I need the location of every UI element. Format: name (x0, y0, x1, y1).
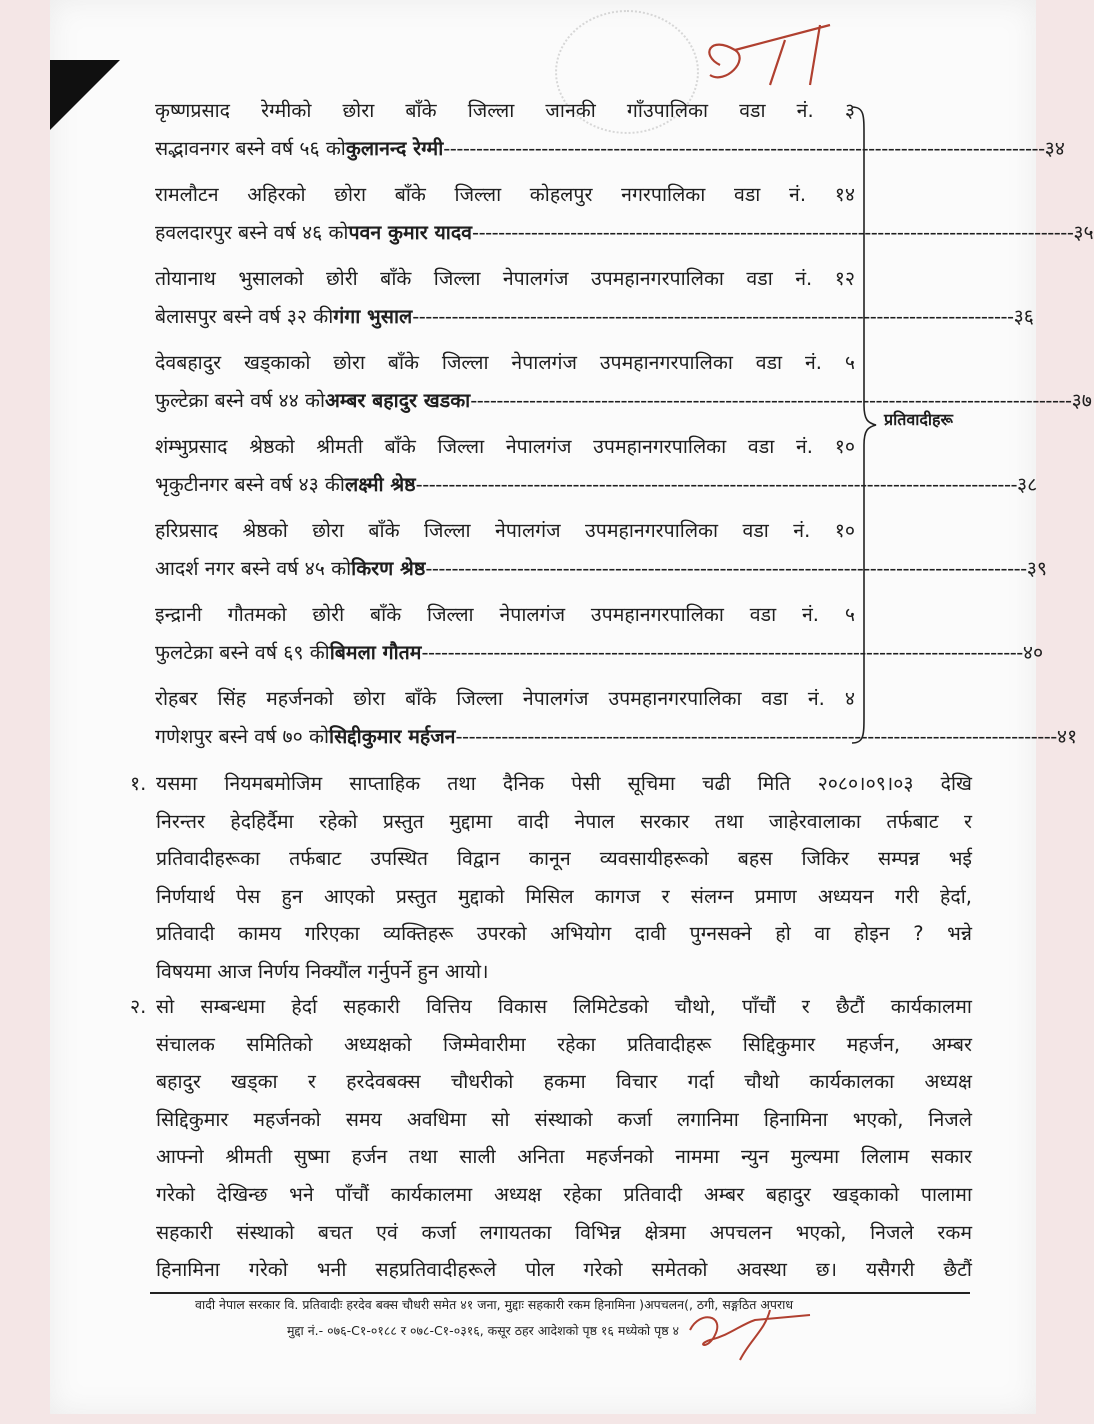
paragraph-line: निरन्तर हेदहिर्दैमा रहेको प्रस्तुत मुद्दामा वादी नेपाल सरकार तथा जाहेरवालाका तर्फबाट र (156, 809, 972, 833)
entry-line1: देवबहादुर खड्काको छोरा बाँके जिल्ला नेपालगंज उपमहानगरपालिका वडा नं. ५ (155, 351, 855, 374)
entry-number: ३६ (1013, 305, 1034, 328)
list-item (155, 260, 1034, 344)
entry-name: किरण श्रेष्ठ (351, 557, 426, 580)
footer-divider (150, 1292, 970, 1294)
paragraph-body (156, 988, 972, 1289)
entry-number: ३९ (1026, 557, 1047, 580)
entry-name: सिद्दीकुमार मर्हजन (329, 725, 456, 748)
entry-prefix: बेलासपुर बस्ने वर्ष ३२ की (155, 305, 334, 328)
top-signature (690, 15, 840, 95)
entry-prefix: फुल्टेक्रा बस्ने वर्ष ४४ को (155, 389, 326, 412)
dash-leader: -------------------------------------------------------------------------------------------- (472, 221, 1074, 244)
curly-brace (850, 105, 880, 745)
dash-leader: -------------------------------------------------------------------------------------------- (415, 473, 1018, 496)
paragraph-line: गरेको देखिन्छ भने पाँचौं कार्यकालमा अध्यक्ष रहेका प्रतिवादी अम्बर बहादुर खड्काको पालामा (156, 1182, 972, 1206)
entry-name: लक्ष्मी श्रेष्ठ (344, 473, 416, 496)
paragraph-line: हिनामिना गरेको भनी सहप्रतिवादीहरूले पोल गरेको समेतको अवस्था छ। यसैगरी छैटौं (156, 1258, 972, 1282)
entry-name: कुलानन्द रेग्मी (345, 137, 444, 160)
entry-name: गंगा भुसाल (333, 305, 413, 328)
entry-name: अम्बर बहादुर खडका (325, 389, 471, 412)
entry-name: पवन कुमार यादव (348, 221, 473, 244)
entry-line1: रामलौटन अहिरको छोरा बाँके जिल्ला कोहलपुर नगरपालिका वडा नं. १४ (155, 183, 855, 206)
entry-prefix: गणेशपुर बस्ने वर्ष ७० को (155, 725, 330, 748)
dash-leader: -------------------------------------------------------------------------------------------- (443, 137, 1045, 160)
entry-number: ४१ (1056, 725, 1078, 748)
entry-line1: इन्द्रानी गौतमको छोरी बाँके जिल्ला नेपालगंज उपमहानगरपालिका वडा नं. ५ (155, 603, 855, 626)
list-item (155, 176, 1094, 260)
entry-number: ३५ (1073, 221, 1094, 244)
paragraph-2 (130, 988, 972, 1289)
entry-line2 (155, 550, 1047, 588)
entry-number: ३४ (1044, 137, 1065, 160)
paragraph-body (156, 765, 972, 991)
entry-prefix: सद्भावनगर बस्ने वर्ष ५६ को (155, 137, 346, 160)
paragraph-line: सहकारी संस्थाको बचत एवं कर्जा लगायतका विभिन्न क्षेत्रमा अपचलन भएको, निजले रकम (156, 1220, 972, 1244)
paragraph-number: १. (130, 772, 147, 795)
party-label: प्रतिवादीहरू (884, 410, 953, 429)
scan-shadow (50, 60, 120, 130)
entry-prefix: भृकुटीनगर बस्ने वर्ष ४३ की (155, 473, 345, 496)
dash-leader: -------------------------------------------------------------------------------------------- (455, 725, 1057, 748)
entry-line1: तोयानाथ भुसालको छोरी बाँके जिल्ला नेपालगंज उपमहानगरपालिका वडा नं. १२ (155, 267, 855, 290)
entry-line2 (155, 634, 1044, 672)
entry-line1: शंम्भुप्रसाद श्रेष्ठको श्रीमती बाँके जिल्ला नेपालगंज उपमहानगरपालिका वडा नं. १० (155, 435, 855, 458)
bottom-signature (680, 1290, 820, 1370)
entry-number: ४० (1022, 641, 1044, 664)
footer-case-title: वादी नेपाल सरकार वि. प्रतिवादीः हरदेव बक्स चौधरी समेत ४१ जना, मुद्दाः सहकारी रकम हिनामिना )अपचलन(, ठगी, सङ्गठित अपराध (195, 1297, 794, 1312)
list-item (155, 680, 1078, 764)
paragraph-line: बहादुर खड्का र हरदेवबक्स चौधरीको हकमा विचार गर्दा चौथो कार्यकालका अध्यक्ष (156, 1070, 972, 1094)
list-item (155, 596, 1044, 680)
dash-leader: -------------------------------------------------------------------------------------------- (425, 557, 1027, 580)
entry-prefix: हवलदारपुर बस्ने वर्ष ४६ को (155, 221, 349, 244)
dash-leader: -------------------------------------------------------------------------------------------- (421, 641, 1023, 664)
paragraph-line: सिद्दिकुमार महर्जनको समय अवधिमा सो संस्थाको कर्जा लगानिमा हिनामिना भएको, निजले (156, 1107, 972, 1131)
paragraph-line: आफ्नो श्रीमती सुष्मा हर्जन तथा साली अनिता महर्जनको नाममा न्युन मुल्यमा लिलाम सकार (156, 1145, 972, 1169)
list-item (155, 92, 1065, 176)
entry-line2 (155, 298, 1034, 336)
footer-case-number: मुद्दा नं.- ०७६-C१-०१८८ र ०७८-C१-०३१६, कसूर ठहर आदेशको पृष्ठ १६ मध्येको पृष्ठ ४ (287, 1323, 680, 1338)
entry-line2 (155, 214, 1094, 252)
paragraph-line: प्रतिवादी कामय गरिएका व्यक्तिहरू उपरको अभियोग दावी पुग्नसक्ने हो वा होइन ? भन्ने (156, 922, 972, 946)
paragraph-1 (130, 765, 972, 991)
list-item (155, 428, 1038, 512)
paragraph-line: विषयमा आज निर्णय निक्यौंल गर्नुपर्ने हुन आयो। (156, 959, 489, 983)
entry-number: ३७ (1071, 389, 1092, 412)
entry-line2 (155, 130, 1065, 168)
paragraph-line: निर्णयार्थ पेस हुन आएको प्रस्तुत मुद्दाको मिसिल कागज र संलग्न प्रमाण अध्ययन गरी हेर्दा, (156, 884, 972, 908)
entry-prefix: फुलटेक्रा बस्ने वर्ष ६९ की (155, 641, 330, 664)
entry-line1: हरिप्रसाद श्रेष्ठको छोरा बाँके जिल्ला नेपालगंज उपमहानगरपालिका वडा नं. १० (155, 519, 855, 542)
entry-line2 (155, 718, 1078, 756)
entry-prefix: आदर्श नगर बस्ने वर्ष ४५ को (155, 557, 352, 580)
paragraph-line: प्रतिवादीहरूका तर्फबाट उपस्थित विद्वान कानून व्यवसायीहरूको बहस जिकिर सम्पन्न भई (156, 847, 972, 871)
dash-leader: -------------------------------------------------------------------------------------------- (412, 305, 1014, 328)
entry-number: ३८ (1017, 473, 1038, 496)
dash-leader: -------------------------------------------------------------------------------------------- (470, 389, 1072, 412)
paragraph-line: यसमा नियमबमोजिम साप्ताहिक तथा दैनिक पेसी सूचिमा चढी मिति २०८०।०९।०३ देखि (156, 772, 972, 795)
entry-line1: कृष्णप्रसाद रेग्मीको छोरा बाँके जिल्ला जानकी गाँउपालिका वडा नं. ३ (155, 99, 855, 122)
entry-name: बिमला गौतम (329, 641, 422, 664)
paragraph-number: २. (130, 995, 147, 1018)
entry-line1: रोहबर सिंह महर्जनको छोरा बाँके जिल्ला नेपालगंज उपमहानगरपालिका वडा नं. ४ (155, 687, 855, 710)
list-item (155, 512, 1047, 596)
paragraph-line: संचालक समितिको अध्यक्षको जिम्मेवारीमा रहेका प्रतिवादीहरू सिद्दिकुमार महर्जन, अम्बर (156, 1032, 972, 1056)
paragraph-line: सो सम्बन्धमा हेर्दा सहकारी वित्तिय विकास लिमिटेडको चौथो, पाँचौं र छैटौं कार्यकालमा (156, 995, 972, 1018)
entry-line2 (155, 466, 1038, 504)
